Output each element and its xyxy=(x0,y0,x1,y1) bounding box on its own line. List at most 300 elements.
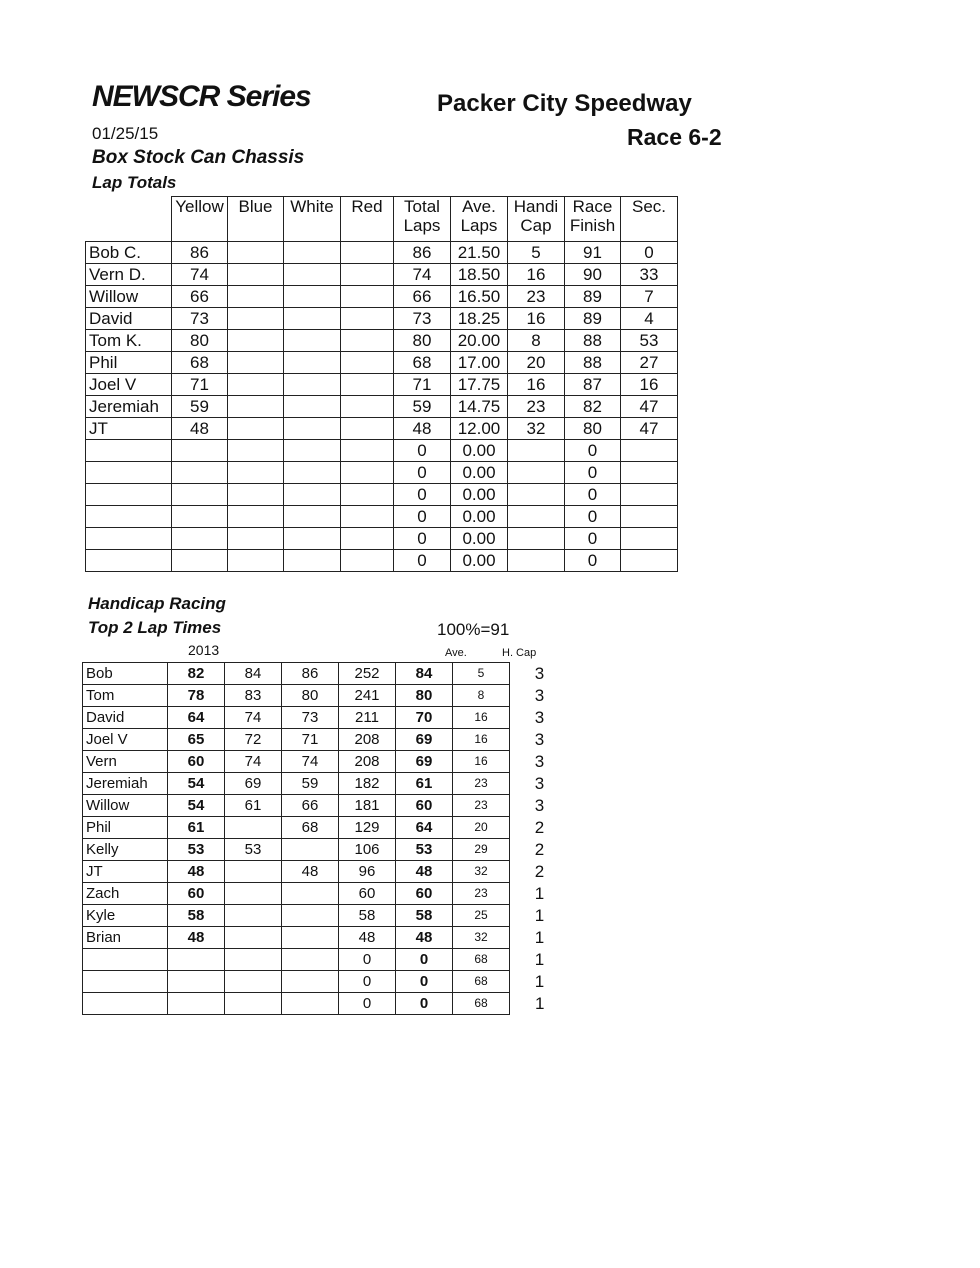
driver-name xyxy=(86,440,172,462)
table-cell: 66 xyxy=(394,286,451,308)
table-row xyxy=(83,927,570,949)
table-cell: 80 xyxy=(172,330,228,352)
table-cell: 20 xyxy=(508,352,565,374)
table-cell: 60 xyxy=(339,883,396,905)
table-cell xyxy=(225,971,282,993)
column-header: White xyxy=(284,197,341,242)
table-cell: 59 xyxy=(282,773,339,795)
table-row xyxy=(83,663,570,685)
table-cell: 0 xyxy=(565,550,621,572)
table-cell: 0 xyxy=(394,484,451,506)
race-count: 2 xyxy=(534,840,545,859)
table-cell: 69 xyxy=(396,729,453,751)
table-cell: 0 xyxy=(565,440,621,462)
table-cell xyxy=(225,927,282,949)
table-row xyxy=(83,707,570,729)
table-cell: 8 xyxy=(453,685,510,707)
table-cell: 23 xyxy=(453,773,510,795)
table-cell xyxy=(284,484,341,506)
handicap-table xyxy=(82,662,570,1015)
table-cell xyxy=(508,462,565,484)
table-cell: 182 xyxy=(339,773,396,795)
driver-name: Phil xyxy=(83,817,168,839)
table-cell: 20.00 xyxy=(451,330,508,352)
table-cell xyxy=(228,462,284,484)
driver-name: Brian xyxy=(83,927,168,949)
column-header: Handi Cap xyxy=(508,197,565,242)
table-cell xyxy=(228,352,284,374)
table-cell xyxy=(341,506,394,528)
column-header: Red xyxy=(341,197,394,242)
table-cell xyxy=(341,264,394,286)
driver-name: Jeremiah xyxy=(86,396,172,418)
table-cell: 47 xyxy=(621,418,678,440)
header-blank xyxy=(86,197,172,242)
table-cell: 80 xyxy=(396,685,453,707)
lap-totals-table xyxy=(85,196,678,572)
table-cell: 70 xyxy=(396,707,453,729)
table-cell: 60 xyxy=(168,883,225,905)
driver-name: JT xyxy=(83,861,168,883)
table-row xyxy=(86,550,678,572)
table-cell: 47 xyxy=(621,396,678,418)
table-cell: 7 xyxy=(621,286,678,308)
table-cell: 0.00 xyxy=(451,484,508,506)
race-count: 1 xyxy=(534,950,545,969)
driver-name xyxy=(83,971,168,993)
handicap-heading: Handicap Racing xyxy=(88,594,226,613)
table-cell: 241 xyxy=(339,685,396,707)
top-laps-heading: Top 2 Lap Times xyxy=(88,618,222,637)
class-name: Box Stock Can Chassis xyxy=(92,147,305,168)
table-cell: 61 xyxy=(396,773,453,795)
table-cell: 16 xyxy=(508,308,565,330)
table-row xyxy=(83,685,570,707)
table-cell xyxy=(168,949,225,971)
table-cell: 48 xyxy=(172,418,228,440)
table-cell: 0 xyxy=(565,484,621,506)
table-cell: 16.50 xyxy=(451,286,508,308)
table-cell xyxy=(225,861,282,883)
table-cell: 106 xyxy=(339,839,396,861)
table-cell: 0.00 xyxy=(451,462,508,484)
race-count: 3 xyxy=(534,730,545,749)
driver-name: Vern xyxy=(83,751,168,773)
table-cell: 84 xyxy=(396,663,453,685)
table-cell: 17.75 xyxy=(451,374,508,396)
table-cell xyxy=(341,418,394,440)
table-row xyxy=(86,286,678,308)
table-cell: 71 xyxy=(172,374,228,396)
table-cell: 74 xyxy=(225,751,282,773)
table-cell xyxy=(284,528,341,550)
table-cell xyxy=(225,883,282,905)
table-row xyxy=(86,528,678,550)
table-cell: 73 xyxy=(394,308,451,330)
driver-name: Tom K. xyxy=(86,330,172,352)
table-cell: 0 xyxy=(394,528,451,550)
table-cell: 0 xyxy=(565,506,621,528)
table-cell: 16 xyxy=(453,729,510,751)
table-cell: 60 xyxy=(168,751,225,773)
table-cell: 53 xyxy=(168,839,225,861)
table-row xyxy=(86,374,678,396)
table-cell xyxy=(284,550,341,572)
table-cell: 58 xyxy=(168,905,225,927)
table-cell: 0 xyxy=(621,242,678,264)
table-cell: 0.00 xyxy=(451,550,508,572)
table-cell: 86 xyxy=(394,242,451,264)
table-cell xyxy=(508,440,565,462)
table-cell xyxy=(621,528,678,550)
table-cell: 4 xyxy=(621,308,678,330)
race-count: 3 xyxy=(534,796,545,815)
table-cell: 84 xyxy=(225,663,282,685)
table-cell: 23 xyxy=(508,286,565,308)
driver-name: Jeremiah xyxy=(83,773,168,795)
table-cell xyxy=(225,817,282,839)
table-cell: 68 xyxy=(453,949,510,971)
table-cell xyxy=(228,264,284,286)
table-row xyxy=(83,861,570,883)
table-cell: 0 xyxy=(565,462,621,484)
table-cell: 68 xyxy=(172,352,228,374)
table-cell xyxy=(284,506,341,528)
driver-name: Tom xyxy=(83,685,168,707)
table-row xyxy=(86,484,678,506)
table-cell xyxy=(228,550,284,572)
table-cell: 17.00 xyxy=(451,352,508,374)
driver-name: Zach xyxy=(83,883,168,905)
column-header: Sec. xyxy=(621,197,678,242)
race-date: 01/25/15 xyxy=(92,124,159,143)
driver-name: Bob xyxy=(83,663,168,685)
table-cell xyxy=(172,484,228,506)
table-cell: 65 xyxy=(168,729,225,751)
driver-name: David xyxy=(86,308,172,330)
table-row xyxy=(83,795,570,817)
lap-totals-heading: Lap Totals xyxy=(92,173,177,192)
driver-name xyxy=(86,506,172,528)
table-cell: 88 xyxy=(565,352,621,374)
table-cell xyxy=(284,330,341,352)
track-name: Packer City Speedway xyxy=(437,90,692,117)
table-cell: 48 xyxy=(394,418,451,440)
table-cell xyxy=(228,484,284,506)
table-cell: 61 xyxy=(225,795,282,817)
table-cell: 80 xyxy=(282,685,339,707)
table-cell: 89 xyxy=(565,308,621,330)
series-title: NEWSCR Series xyxy=(92,80,311,113)
table-cell xyxy=(284,286,341,308)
table-cell xyxy=(341,528,394,550)
table-row xyxy=(86,418,678,440)
driver-name: Willow xyxy=(86,286,172,308)
table-cell: 20 xyxy=(453,817,510,839)
table-cell: 91 xyxy=(565,242,621,264)
driver-name xyxy=(86,528,172,550)
driver-name xyxy=(83,949,168,971)
table-cell: 58 xyxy=(396,905,453,927)
table-cell: 5 xyxy=(508,242,565,264)
year-label: 2013 xyxy=(188,642,220,658)
table-cell xyxy=(282,949,339,971)
table-cell: 60 xyxy=(396,795,453,817)
table-cell: 0 xyxy=(394,462,451,484)
table-cell xyxy=(284,396,341,418)
table-cell: 89 xyxy=(565,286,621,308)
table-cell xyxy=(282,993,339,1015)
table-cell: 0 xyxy=(394,550,451,572)
table-cell: 66 xyxy=(282,795,339,817)
race-count: 1 xyxy=(535,994,545,1013)
table-row xyxy=(83,729,570,751)
table-cell xyxy=(341,374,394,396)
table-cell: 48 xyxy=(168,927,225,949)
table-row xyxy=(86,440,678,462)
table-cell: 87 xyxy=(565,374,621,396)
table-cell xyxy=(282,905,339,927)
race-number: Race 6-2 xyxy=(627,124,722,150)
table-cell xyxy=(172,506,228,528)
table-cell xyxy=(172,550,228,572)
table-cell: 64 xyxy=(168,707,225,729)
table-row xyxy=(86,308,678,330)
race-count: 3 xyxy=(534,686,545,705)
table-cell: 12.00 xyxy=(451,418,508,440)
table-cell: 86 xyxy=(172,242,228,264)
table-cell: 32 xyxy=(508,418,565,440)
table-cell: 48 xyxy=(396,927,453,949)
table-cell: 8 xyxy=(508,330,565,352)
table-cell: 27 xyxy=(621,352,678,374)
table-cell: 71 xyxy=(394,374,451,396)
table-row xyxy=(86,352,678,374)
table-cell: 59 xyxy=(172,396,228,418)
table-cell xyxy=(225,905,282,927)
table-cell: 54 xyxy=(168,773,225,795)
driver-name: Kelly xyxy=(83,839,168,861)
table-cell xyxy=(508,550,565,572)
table-cell xyxy=(172,462,228,484)
table-cell xyxy=(621,440,678,462)
table-cell: 83 xyxy=(225,685,282,707)
table-cell xyxy=(228,440,284,462)
table-cell xyxy=(341,242,394,264)
table-row xyxy=(86,506,678,528)
table-cell: 61 xyxy=(168,817,225,839)
table-cell xyxy=(282,971,339,993)
driver-name: Joel V xyxy=(83,729,168,751)
table-cell: 0.00 xyxy=(451,528,508,550)
race-count: 3 xyxy=(534,774,545,793)
table-cell: 32 xyxy=(453,927,510,949)
table-cell xyxy=(341,484,394,506)
table-cell: 21.50 xyxy=(451,242,508,264)
table-cell xyxy=(621,484,678,506)
table-cell: 74 xyxy=(394,264,451,286)
table-cell xyxy=(341,352,394,374)
table-cell: 74 xyxy=(172,264,228,286)
table-cell xyxy=(172,528,228,550)
table-row xyxy=(86,264,678,286)
table-cell: 69 xyxy=(396,751,453,773)
driver-name xyxy=(86,550,172,572)
table-cell xyxy=(282,839,339,861)
table-cell: 32 xyxy=(453,861,510,883)
table-row xyxy=(86,330,678,352)
table-cell xyxy=(228,528,284,550)
column-header: Ave. Laps xyxy=(451,197,508,242)
table-cell: 73 xyxy=(172,308,228,330)
table-cell xyxy=(225,993,282,1015)
table-row xyxy=(83,949,570,971)
table-cell: 25 xyxy=(453,905,510,927)
table-cell: 18.25 xyxy=(451,308,508,330)
table-cell: 16 xyxy=(621,374,678,396)
percent-label: 100%=91 xyxy=(437,620,510,639)
table-cell: 5 xyxy=(453,663,510,685)
table-cell: 16 xyxy=(453,707,510,729)
table-cell: 48 xyxy=(282,861,339,883)
race-count: 3 xyxy=(534,664,545,683)
table-cell: 58 xyxy=(339,905,396,927)
driver-name: Bob C. xyxy=(86,242,172,264)
table-cell: 129 xyxy=(339,817,396,839)
table-cell: 181 xyxy=(339,795,396,817)
table-cell xyxy=(228,308,284,330)
table-cell: 80 xyxy=(565,418,621,440)
table-row xyxy=(83,817,570,839)
table-cell xyxy=(282,927,339,949)
table-cell xyxy=(228,396,284,418)
driver-name: JT xyxy=(86,418,172,440)
table-cell xyxy=(341,462,394,484)
table-cell: 66 xyxy=(172,286,228,308)
table-cell: 90 xyxy=(565,264,621,286)
table-cell xyxy=(284,308,341,330)
driver-name: Willow xyxy=(83,795,168,817)
table-cell: 208 xyxy=(339,729,396,751)
table-cell: 14.75 xyxy=(451,396,508,418)
table-cell xyxy=(341,330,394,352)
table-row xyxy=(83,993,570,1015)
column-header: Race Finish xyxy=(565,197,621,242)
table-cell: 71 xyxy=(282,729,339,751)
table-cell xyxy=(168,993,225,1015)
table-cell: 54 xyxy=(168,795,225,817)
table-cell: 16 xyxy=(508,374,565,396)
table-cell xyxy=(621,550,678,572)
table-row xyxy=(86,396,678,418)
race-count: 1 xyxy=(534,972,545,991)
column-header: Yellow xyxy=(172,197,228,242)
column-header: Total Laps xyxy=(394,197,451,242)
table-cell xyxy=(341,396,394,418)
table-cell: 73 xyxy=(282,707,339,729)
table-cell: 74 xyxy=(225,707,282,729)
table-cell: 96 xyxy=(339,861,396,883)
table-cell xyxy=(282,883,339,905)
table-cell: 80 xyxy=(394,330,451,352)
table-cell: 88 xyxy=(565,330,621,352)
table-cell: 86 xyxy=(282,663,339,685)
table-cell xyxy=(341,440,394,462)
hcap-label: H. Cap xyxy=(502,647,537,659)
table-cell xyxy=(225,949,282,971)
table-row xyxy=(83,839,570,861)
table-cell xyxy=(228,242,284,264)
table-cell: 252 xyxy=(339,663,396,685)
table-cell xyxy=(284,418,341,440)
table-cell xyxy=(621,462,678,484)
driver-name: Joel V xyxy=(86,374,172,396)
table-cell: 23 xyxy=(508,396,565,418)
race-count: 1 xyxy=(534,928,545,947)
driver-name: Vern D. xyxy=(86,264,172,286)
table-cell: 68 xyxy=(453,971,510,993)
table-row xyxy=(86,242,678,264)
table-cell: 0 xyxy=(396,949,453,971)
table-cell: 0 xyxy=(396,993,453,1015)
race-count: 3 xyxy=(534,752,545,771)
table-cell: 64 xyxy=(396,817,453,839)
table-cell: 18.50 xyxy=(451,264,508,286)
table-cell xyxy=(508,506,565,528)
table-cell: 0 xyxy=(565,528,621,550)
driver-name: Phil xyxy=(86,352,172,374)
driver-name xyxy=(86,484,172,506)
table-cell: 53 xyxy=(396,839,453,861)
table-cell xyxy=(621,506,678,528)
table-cell: 59 xyxy=(394,396,451,418)
table-cell xyxy=(168,971,225,993)
table-cell: 68 xyxy=(282,817,339,839)
table-row xyxy=(83,751,570,773)
table-cell: 48 xyxy=(168,861,225,883)
table-cell: 208 xyxy=(339,751,396,773)
table-cell xyxy=(228,286,284,308)
table-cell: 68 xyxy=(394,352,451,374)
table-cell xyxy=(228,330,284,352)
table-cell: 74 xyxy=(282,751,339,773)
race-count: 2 xyxy=(534,862,545,881)
table-cell: 16 xyxy=(453,751,510,773)
table-cell xyxy=(284,264,341,286)
driver-name xyxy=(83,993,168,1015)
table-cell xyxy=(284,374,341,396)
driver-name: David xyxy=(83,707,168,729)
race-count: 2 xyxy=(534,818,545,837)
table-cell: 33 xyxy=(621,264,678,286)
table-cell xyxy=(284,462,341,484)
table-row xyxy=(83,773,570,795)
table-row xyxy=(83,971,570,993)
table-cell: 48 xyxy=(339,927,396,949)
table-row xyxy=(83,905,570,927)
table-cell xyxy=(284,242,341,264)
race-count: 3 xyxy=(534,708,545,727)
table-cell: 0 xyxy=(339,971,396,993)
table-cell: 60 xyxy=(396,883,453,905)
race-count: 1 xyxy=(534,906,545,925)
table-cell: 68 xyxy=(453,993,510,1015)
driver-name xyxy=(86,462,172,484)
table-cell xyxy=(228,418,284,440)
ave-label: Ave. xyxy=(445,647,467,659)
table-cell: 53 xyxy=(225,839,282,861)
table-cell xyxy=(508,484,565,506)
